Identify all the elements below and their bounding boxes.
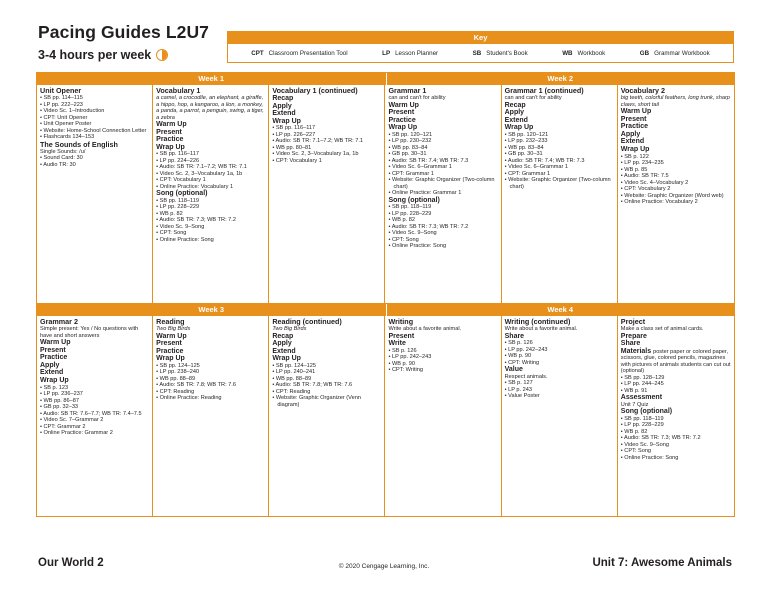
resource-item: • Video Sc. 9–Song [388, 230, 497, 237]
week-4-header: Week 4 [387, 304, 735, 316]
lesson-title: Vocabulary 1 [156, 86, 201, 95]
resource-item: • SB pp. 124–125 [272, 363, 381, 370]
resource-list [156, 363, 265, 402]
resource-item: • Audio: SB TR: 7.4; WB TR: 7.3 [388, 158, 497, 165]
resource-list [505, 380, 614, 400]
resource-item: • Audio: SB TR: 7.4; WB TR: 7.3 [505, 158, 614, 165]
key-abbr: GB [639, 49, 650, 57]
resource-item: • WB pp. 80–81 [272, 145, 381, 152]
resource-item: • CPT: Grammar 1 [505, 171, 614, 178]
lesson-cell [502, 316, 618, 516]
key-item [382, 50, 438, 57]
resource-list [388, 348, 497, 374]
stage-label: Extend [272, 347, 296, 355]
resource-item: • Online Practice: Grammar 2 [40, 430, 149, 437]
resource-list [156, 198, 265, 244]
resource-item: • LP pp. 234–235 [621, 160, 731, 167]
resource-item: • CPT: Reading [156, 389, 265, 396]
stage-label: Write [388, 340, 406, 348]
stage-label: Warm Up [388, 101, 419, 109]
resource-item: • CPT: Unit Opener [40, 115, 149, 122]
resource-item: • Audio: SB TR: 7.6–7.7; WB TR: 7.4–7.5 [40, 411, 149, 418]
resource-item: • LP p. 243 [505, 387, 614, 394]
stage-label: Warm Up [620, 108, 652, 115]
resource-item: • LP pp. 236–237 [40, 391, 149, 398]
resource-item: • Audio: SB TR: 7.1–7.2; WB TR: 7.1 [156, 164, 265, 171]
resource-item: • SB pp. 116–117 [272, 125, 381, 132]
stage-label: Present [40, 346, 66, 354]
resource-item: • LP pp. 238–240 [156, 369, 265, 376]
stage-label: Wrap Up [272, 355, 301, 363]
lesson-cell [153, 316, 269, 516]
resource-item: • Video Sc. 4–Vocabulary 2 [621, 180, 731, 187]
week-header-row-2 [37, 304, 734, 316]
stage-label: Apply [272, 102, 292, 110]
resource-item: • SB pp. 116–117 [156, 151, 265, 158]
lesson-cell [618, 85, 734, 303]
stage-label: Warm Up [156, 121, 187, 128]
stage-label: Song (optional) [388, 196, 440, 204]
lesson-title: Unit Opener [40, 86, 82, 95]
resource-item: • CPT: Vocabulary 1 [156, 177, 265, 184]
lesson-title: Vocabulary 2 [620, 86, 665, 95]
resource-item: • Audio: SB TR: 7.1–7.2; WB TR: 7.1 [272, 138, 381, 145]
subtitle [38, 48, 168, 62]
week-1-header: Week 1 [37, 73, 387, 85]
resource-item: • LP pp. 230–232 [388, 138, 497, 145]
resource-item: • WB pp. 83–84 [388, 145, 497, 152]
stage-label: Apply [272, 340, 292, 348]
resource-item: • Online Practice: Song [388, 243, 497, 250]
resource-item: • LP pp. 226–227 [272, 132, 381, 139]
resource-item: • Audio: SB TR: 7.8; WB TR: 7.6 [156, 382, 265, 389]
resource-item: • Sound Card: 30 [40, 155, 149, 162]
resource-item: • WB pp. 83–84 [505, 145, 614, 152]
lesson-note: can and can't for ability [388, 95, 446, 101]
lesson-cell [618, 316, 734, 516]
resource-item: • SB pp. 120–121 [388, 132, 497, 139]
stage-label: Recap [272, 95, 294, 102]
resource-list [388, 204, 497, 250]
resource-item: • Video Sc. 2, 3–Vocabulary 1a, 1b [272, 151, 381, 158]
resource-item: • LP pp. 242–243 [388, 354, 497, 361]
stage-label: Present [388, 332, 415, 340]
lesson-title: Writing [388, 317, 414, 326]
resource-item: • CPT: Reading [272, 389, 381, 396]
stage-label: Share [504, 332, 525, 340]
key-abbr: LP [382, 49, 391, 57]
stage-label: Recap [504, 101, 526, 109]
resource-item: • LP pp. 244–245 [621, 381, 731, 388]
stage-label: Wrap Up [156, 143, 185, 151]
resource-item: • CPT: Vocabulary 2 [621, 186, 731, 193]
resource-list [156, 151, 265, 190]
resource-list [621, 416, 731, 462]
key-abbr: WB [562, 49, 573, 57]
page-title: Pacing Guides L2U7 [38, 22, 210, 42]
resource-item: • Audio: SB TR: 7.3; WB TR: 7.2 [156, 217, 265, 224]
resource-item: • Website: Graphic Organizer (Word web) [621, 193, 731, 200]
resource-item: • SB p. 127 [505, 380, 614, 387]
lesson-note: Write about a favorite animal. [388, 326, 462, 332]
footer-series: Our World 2 [38, 557, 104, 569]
resource-item: • Video Sc. 1–Introduction [40, 108, 149, 115]
resource-item: • Audio: SB TR: 7.8; WB TR: 7.6 [272, 382, 381, 389]
resource-item: • SB p. 123 [40, 385, 149, 392]
stage-label: Practice [620, 123, 649, 131]
resource-item: • Video Sc. 7–Grammar 2 [40, 417, 149, 424]
lesson-title: Grammar 1 [388, 86, 427, 95]
key-items [228, 44, 733, 62]
key-item [640, 50, 710, 57]
lesson-vocab: Two Big Birds [272, 326, 307, 332]
resource-item: • CPT: Vocabulary 1 [272, 158, 381, 165]
stage-label: Apply [620, 130, 641, 138]
lesson-title: The Sounds of English [40, 139, 118, 149]
resource-item: • CPT: Song [156, 230, 265, 237]
resource-item: • SB p. 126 [505, 340, 614, 347]
lesson-cell [37, 85, 153, 303]
resource-item: • WB p. 91 [621, 388, 731, 395]
resource-item: • WB p. 82 [621, 429, 731, 436]
stage-label: Song (optional) [156, 190, 208, 198]
resource-list [40, 155, 149, 168]
stage-label: Wrap Up [504, 124, 534, 132]
resource-item: • WB p. 90 [505, 353, 614, 360]
resource-item: • SB p. 122 [621, 154, 731, 161]
resource-item: • Website: Graphic Organizer (Venn diagram) [272, 395, 381, 408]
stage-label: Wrap Up [156, 355, 185, 363]
hours-label: 3-4 hours per week [38, 48, 152, 62]
footer-copyright: © 2020 Cengage Learning, Inc. [338, 563, 430, 570]
resource-list [505, 340, 614, 366]
resource-item: • Audio TR: 30 [40, 162, 149, 169]
lesson-cell [385, 316, 501, 516]
footer-unit: Unit 7: Awesome Animals [592, 557, 732, 569]
resource-list [505, 132, 614, 191]
lesson-title: Vocabulary 1 (continued) [272, 86, 358, 95]
materials-label: Materials [620, 347, 654, 355]
resource-item: • WB pp. 88–89 [272, 376, 381, 383]
stage-label: Wrap Up [40, 376, 69, 384]
lesson-vocab: a camel, a crocodile, an elephant, a giraffe, a hippo, hop, a kangaroo, a lion, a monkey, a panda, a parrot, a penguin, swing, a tiger, a zebra [156, 95, 264, 121]
stage-label: Practice [156, 347, 184, 355]
week-3-header: Week 3 [37, 304, 387, 316]
stage-label: Warm Up [40, 339, 71, 346]
stage-label: Present [156, 340, 182, 348]
resource-item: • LP pp. 228–229 [388, 211, 497, 218]
lesson-note: Single Sounds: /u/ [40, 148, 86, 155]
key-item [251, 50, 347, 57]
resource-item: • Website: Home-School Connection Letter [40, 128, 149, 135]
resource-item: • WB p. 90 [388, 361, 497, 368]
week-header-row-1 [37, 73, 734, 85]
lesson-title: Grammar 1 (continued) [504, 86, 584, 95]
lesson-title: Grammar 2 [40, 317, 78, 326]
key-text: Classroom Presentation Tool [268, 49, 348, 57]
lesson-note: can and can't for ability [504, 95, 562, 101]
key-text: Lesson Planner [395, 49, 439, 57]
lesson-cell [385, 85, 501, 303]
resource-item: • Audio: SB TR: 7.3; WB TR: 7.2 [388, 224, 497, 231]
resource-item: • WB p. 82 [156, 211, 265, 218]
key-header: Key [228, 32, 733, 44]
resource-list [272, 125, 381, 164]
lesson-title: Reading [156, 317, 185, 326]
stage-label: Apply [504, 109, 525, 117]
resource-item: • GB pp. 30–31 [388, 151, 497, 158]
resource-item: • Video Sc. 9–Song [621, 442, 731, 449]
resource-item: • Flashcards 134–153 [40, 134, 149, 141]
resource-item: • WB p. 82 [388, 217, 497, 224]
stage-label: Practice [40, 354, 68, 362]
stage-label: Practice [156, 136, 184, 144]
resource-item: • Unit Opener Poster [40, 121, 149, 128]
resource-item: • SB p. 126 [388, 348, 497, 355]
pacing-grid [36, 72, 735, 517]
resource-item: • SB pp. 118–119 [156, 198, 265, 205]
stage-label: Present [156, 128, 182, 136]
key-box [227, 31, 734, 63]
resource-item: • CPT: Grammar 1 [388, 171, 497, 178]
resource-item: • LP pp. 224–226 [156, 158, 265, 165]
key-text: Grammar Workbook [654, 49, 710, 57]
resource-item: • GB pp. 32–33 [40, 404, 149, 411]
stage-label: Warm Up [156, 332, 187, 340]
resource-item: • SB pp. 114–115 [40, 95, 149, 102]
lesson-vocab: Two Big Birds [156, 326, 191, 332]
resource-item: • Website: Graphic Organizer (Two-column chart) [388, 177, 497, 190]
stage-label: Present [388, 109, 415, 117]
resource-item: • Video Sc. 2, 3–Vocabulary 1a, 1b [156, 171, 265, 178]
resource-item: • Online Practice: Grammar 1 [388, 190, 497, 197]
resource-item: • SB pp. 120–121 [505, 132, 614, 139]
resource-item: • Online Practice: Song [156, 237, 265, 244]
resource-list [621, 375, 731, 395]
stage-label: Share [620, 340, 641, 348]
resource-item: • Online Practice: Song [621, 455, 731, 462]
resource-item: • LP pp. 222–223 [40, 102, 149, 109]
key-abbr: CPT [251, 49, 264, 57]
materials-text: poster paper or colored paper, scissors, glue, colored pencils, magazines with pictures of animals students can cut out (optional) [620, 348, 731, 375]
stage-label: Song (optional) [620, 408, 673, 416]
key-item [562, 50, 605, 57]
resource-item: • CPT: Writing [388, 367, 497, 374]
resource-item: • Online Practice: Vocabulary 2 [621, 199, 731, 206]
resource-item: • SB pp. 118–119 [388, 204, 497, 211]
stage-label: Wrap Up [272, 117, 301, 125]
resource-item: • WB pp. 86–87 [40, 398, 149, 405]
resource-item: • SB pp. 118–119 [621, 416, 731, 423]
resource-item: • CPT: Song [388, 237, 497, 244]
stage-label: Present [620, 115, 647, 123]
week-2-header: Week 2 [387, 73, 735, 85]
resource-item: • Video Sc. 9–Song [156, 224, 265, 231]
resource-item: • GB pp. 30–31 [505, 151, 614, 158]
week-row-2 [37, 316, 734, 516]
stage-label: Assessment [620, 394, 663, 402]
stage-label: Value [504, 366, 523, 374]
resource-item: • Audio: SB TR: 7.5 [621, 173, 731, 180]
resource-item: • LP pp. 242–243 [505, 347, 614, 354]
resource-item: • LP pp. 228–229 [156, 204, 265, 211]
lesson-vocab: big teeth, colorful feathers, long trunk, sharp claws, short tail [620, 95, 730, 108]
stage-label: Extend [620, 138, 645, 146]
lesson-note: Write about a favorite animal. [504, 326, 578, 332]
resource-item: • LP pp. 228–229 [621, 422, 731, 429]
resource-item: • Value Poster [505, 393, 614, 400]
resource-item: • SB pp. 128–129 [621, 375, 731, 382]
resource-list [272, 363, 381, 409]
resource-item: • Website: Graphic Organizer (Two-column chart) [505, 177, 614, 190]
resource-item: • CPT: Writing [505, 360, 614, 367]
materials [621, 348, 731, 375]
resource-list [388, 132, 497, 197]
key-abbr: SB [472, 49, 482, 57]
resource-item: • CPT: Grammar 2 [40, 424, 149, 431]
stage-label: Wrap Up [388, 124, 418, 132]
lesson-cell [153, 85, 269, 303]
stage-label: Apply [40, 361, 60, 369]
resource-list [40, 385, 149, 437]
lesson-note: Simple present: Yes / No questions with have and short answers [40, 326, 139, 339]
lesson-note: Unit 7 Quiz [620, 401, 649, 408]
resource-item: • LP pp. 240–241 [272, 369, 381, 376]
resource-item: • Audio: SB TR: 7.3; WB TR: 7.2 [621, 435, 731, 442]
resource-item: • Online Practice: Reading [156, 395, 265, 402]
stage-label: Extend [40, 369, 64, 377]
week-row-1 [37, 85, 734, 304]
half-clock-icon [156, 49, 168, 61]
stage-label: Prepare [620, 332, 647, 340]
resource-item: • Video Sc. 6–Grammar 1 [388, 164, 497, 171]
resource-item: • LP pp. 232–233 [505, 138, 614, 145]
resource-item: • Online Practice: Vocabulary 1 [156, 184, 265, 191]
lesson-title: Writing (continued) [504, 317, 571, 326]
stage-label: Recap [272, 332, 294, 340]
resource-item: • WB p. 85 [621, 167, 731, 174]
lesson-cell [269, 316, 385, 516]
lesson-cell [37, 316, 153, 516]
lesson-cell [502, 85, 618, 303]
lesson-note: Respect animals. [504, 373, 548, 380]
key-text: Workbook [577, 49, 606, 57]
stage-label: Wrap Up [620, 145, 650, 153]
stage-label: Extend [504, 116, 528, 124]
resource-item: • Video Sc. 6–Grammar 1 [505, 164, 614, 171]
resource-item: • CPT: Song [621, 448, 731, 455]
resource-list [621, 154, 731, 206]
resource-item: • WB pp. 88–89 [156, 376, 265, 383]
lesson-cell [269, 85, 385, 303]
stage-label: Extend [272, 110, 296, 118]
lesson-title: Project [620, 317, 646, 326]
lesson-title: Reading (continued) [272, 317, 342, 326]
lesson-note: Make a class set of animal cards. [620, 326, 704, 332]
stage-label: Practice [388, 116, 416, 124]
key-text: Student's Book [486, 49, 528, 57]
key-item [473, 50, 528, 57]
resource-item: • SB pp. 124–125 [156, 363, 265, 370]
resource-list [40, 95, 149, 141]
